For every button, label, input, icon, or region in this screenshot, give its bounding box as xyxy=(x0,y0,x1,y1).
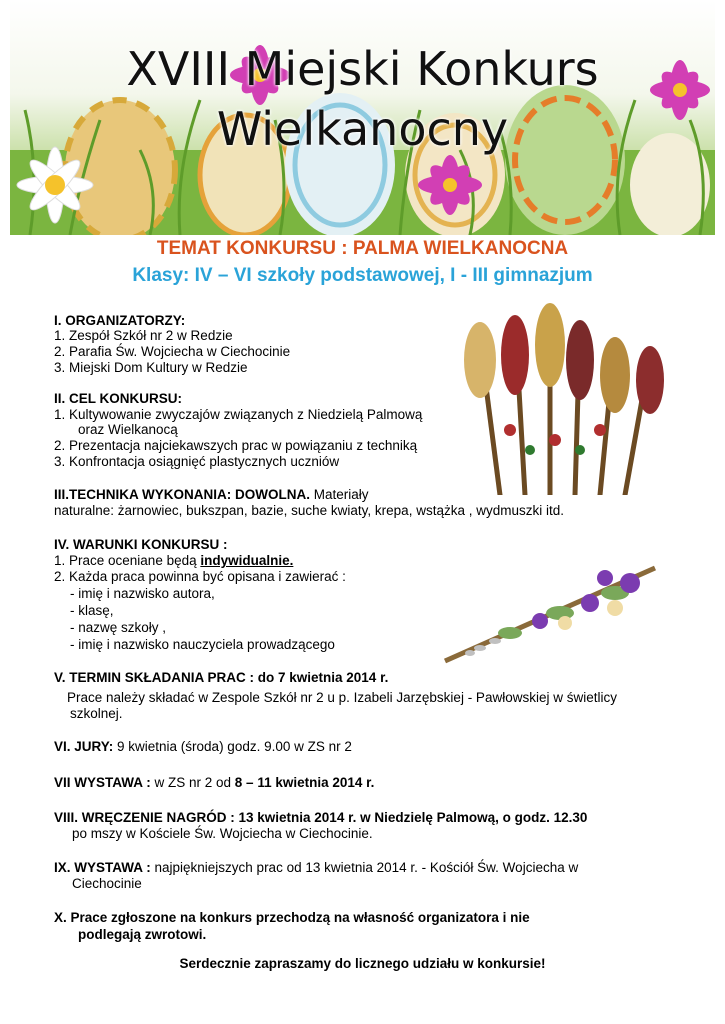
exhibition2-text2: Ciechocinie xyxy=(72,876,142,891)
conditions-item: - nazwę szkoły , xyxy=(70,620,167,635)
conditions-item: - imię i nazwisko autora, xyxy=(70,586,215,601)
deadline-heading: V. TERMIN SKŁADANIA PRAC : do 7 kwietnia 2014 r. xyxy=(54,670,389,685)
deadline-text: szkolnej. xyxy=(70,706,123,721)
technique-line xyxy=(54,487,369,503)
exhibition-label: VII WYSTAWA : xyxy=(54,775,151,790)
conditions-line1 xyxy=(54,553,293,569)
closing-invitation: Serdecznie zapraszamy do licznego udziału w konkursie! xyxy=(179,956,546,971)
contest-theme: TEMAT KONKURSU : PALMA WIELKANOCNA xyxy=(156,238,569,259)
exhibition-line xyxy=(54,775,374,791)
goal-heading: II. CEL KONKURSU: xyxy=(54,391,183,406)
awards-line2: po mszy w Kościele Św. Wojciecha w Ciechocinie. xyxy=(72,826,373,841)
jury-label: VI. JURY: xyxy=(54,739,114,754)
contest-classes: Klasy: IV – VI szkoły podstawowej, I - III gimnazjum xyxy=(132,265,593,286)
goal-item: oraz Wielkanocą xyxy=(78,422,178,437)
jury-line xyxy=(54,739,352,755)
technique-text: Materiały xyxy=(309,487,369,502)
jury-text: 9 kwietnia (środa) godz. 9.00 w ZS nr 2 xyxy=(113,739,352,754)
page-title-line1: XVIII Miejski Konkurs xyxy=(126,42,599,96)
organizers-heading: I. ORGANIZATORZY: xyxy=(54,313,186,328)
goal-item: 3. Konfrontacja osiągnięć plastycznych uczniów xyxy=(54,454,340,469)
conditions-item: - klasę, xyxy=(70,603,114,618)
conditions-line1-text: 1. Prace oceniane będą xyxy=(54,553,201,568)
awards-line1: VIII. WRĘCZENIE NAGRÓD : 13 kwietnia 2014 r. w Niedzielę Palmową, o godz. 12.30 xyxy=(54,810,588,825)
ownership-line1: X. Prace zgłoszone na konkurs przechodzą na własność organizatora i nie xyxy=(54,910,530,925)
conditions-emphasis: indywidualnie. xyxy=(200,553,294,568)
organizer-item: 3. Miejski Dom Kultury w Redzie xyxy=(54,360,248,375)
technique-materials: naturalne: żarnowiec, bukszpan, bazie, suche kwiaty, krepa, wstążka , wydmuszki itd. xyxy=(54,503,564,518)
conditions-item: - imię i nazwisko nauczyciela prowadzącego xyxy=(70,637,335,652)
organizer-item: 1. Zespół Szkół nr 2 w Redzie xyxy=(54,328,233,343)
easter-palm-flowers-image xyxy=(440,553,665,665)
technique-heading: III.TECHNIKA WYKONANIA: DOWOLNA. xyxy=(54,487,310,502)
exhibition2-text: najpiękniejszych prac od 13 kwietnia 2014 r. - Kościół Św. Wojciecha w xyxy=(150,860,579,875)
conditions-line2: 2. Każda praca powinna być opisana i zawierać : xyxy=(54,569,346,584)
ownership-line2: podlegają zwrotowi. xyxy=(78,927,207,942)
page-title-line2: Wielkanocny xyxy=(216,102,509,156)
organizer-item: 2. Parafia Św. Wojciecha w Ciechocinie xyxy=(54,344,291,359)
deadline-text: Prace należy składać w Zespole Szkół nr 2 u p. Izabeli Jarzębskiej - Pawłowskiej w świetlicy xyxy=(67,690,617,705)
exhibition2-line xyxy=(54,860,578,876)
conditions-heading: IV. WARUNKI KONKURSU : xyxy=(54,537,228,552)
exhibition2-label: IX. WYSTAWA : xyxy=(54,860,151,875)
exhibition-dates: 8 – 11 kwietnia 2014 r. xyxy=(234,775,375,790)
goal-item: 1. Kultywowanie zwyczajów związanych z Niedzielą Palmową xyxy=(54,407,423,422)
easter-palms-image xyxy=(440,300,690,495)
goal-item: 2. Prezentacja najciekawszych prac w powiązaniu z techniką xyxy=(54,438,418,453)
exhibition-text: w ZS nr 2 od xyxy=(150,775,235,790)
